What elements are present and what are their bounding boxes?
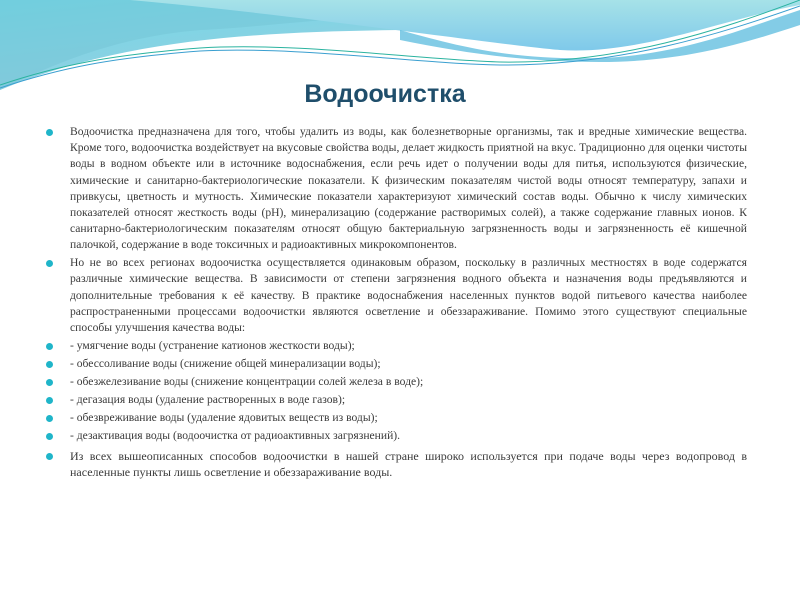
bullet-icon	[46, 415, 53, 422]
bullet-icon	[46, 433, 53, 440]
method-item: - дезактивация воды (водоочистка от радиоактивных загрязнений).	[44, 428, 747, 444]
slide-body	[44, 124, 747, 482]
method-item: - обезжелезивание воды (снижение концентрации солей железа в воде);	[44, 374, 747, 390]
method-item: - обессоливание воды (снижение общей минерализации воды);	[44, 356, 747, 372]
paragraph-water-treatment-purpose: Водоочистка предназначена для того, чтобы удалить из воды, как болезнетворные организмы, так и вредные химические вещества. Кроме того, водоочистка воздействует на вкусовые свойства воды, делает жидкость приятной на вкус. Традиционно для оценки чистоты воды в водном объекте или в источнике водоснабжения, если речь идет о получении воды для питья, используются физические, химические и санитарно-бактериологические показатели. К физическим показателям чистой воды относят температуру, запахи и привкусы, цветность и мутность. Химические показатели характеризуют химический состав воды. Обычно к числу химических показателей относят жесткость воды (pH), минерализацию (содержание растворимых солей), а также содержание главных ионов. К санитарно-бактериологическим показателям относят общую бактериальную загрязненность воды и загрязненность её кишечной палочкой, содержание в воде токсичных и радиоактивных микрокомпонентов.	[44, 124, 747, 254]
paragraph-conclusion: Из всех вышеописанных способов водоочистки в нашей стране широко используется при подаче воды через водопровод в населенные пункты лишь осветление и обеззараживание воды.	[44, 448, 747, 480]
bullet-icon	[46, 129, 53, 136]
bullet-icon	[46, 397, 53, 404]
method-item: - умягчение воды (устранение катионов жесткости воды);	[44, 338, 747, 354]
bullet-icon	[46, 260, 53, 267]
bullet-icon	[46, 343, 53, 350]
bullet-icon	[46, 361, 53, 368]
slide-title: Водоочистка	[304, 80, 466, 108]
method-item: - дегазация воды (удаление растворенных в воде газов);	[44, 392, 747, 408]
header-wave-decoration	[0, 0, 800, 130]
bullet-icon	[46, 379, 53, 386]
method-item: - обезвреживание воды (удаление ядовитых веществ из воды);	[44, 410, 747, 426]
paragraph-regional-differences: Но не во всех регионах водоочистка осуществляется одинаковым образом, поскольку в различных местностях в воде содержатся различные химические вещества. В зависимости от степени загрязнения водного объекта и назначения воды предъявляются и дополнительные требования к её качеству. В практике водоснабжения населенных пунктов водой питьевого качества наиболее распространенными процессами водоочистки являются осветление и обеззараживание. Помимо этого существуют специальные способы улучшения качества воды:	[44, 255, 747, 336]
bullet-icon	[46, 453, 53, 460]
